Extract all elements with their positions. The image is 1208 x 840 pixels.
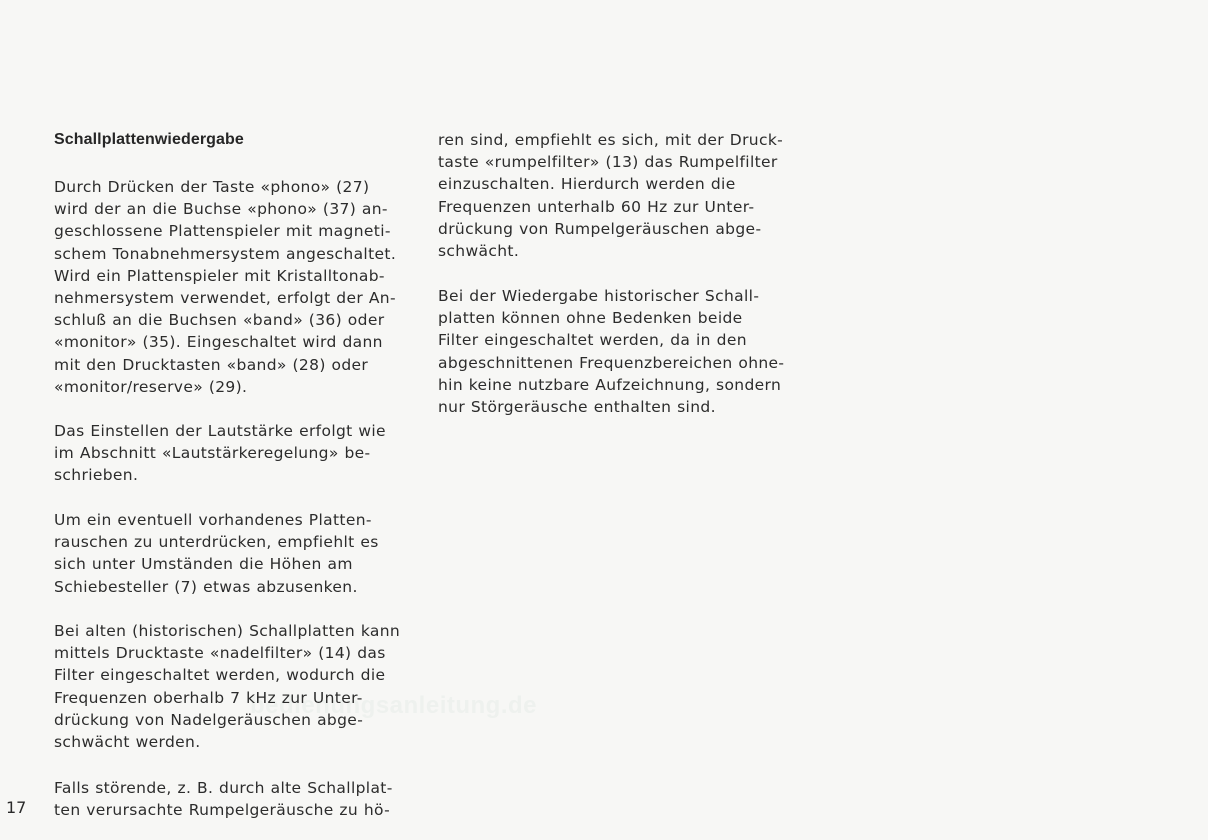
paragraph-historical-records: Bei der Wiedergabe historischer Schall- platten können ohne Bedenken beide Filter eingeschaltet werden, da in den abgeschnittenen Frequenzbereichen ohne- hin keine nutzbare Aufzeichnung, sondern nur Störgeräusche enthalten sind. [438, 287, 785, 417]
paragraph-needle-filter: Bei alten (historischen) Schallplatten kann mittels Drucktaste «nadelfilter» (14) das Filter eingeschaltet werden, wodurch die Frequenzen oberhalb 7 kHz zur Unter- drückung von Nadelgeräuschen abge- schwächt werden. [54, 622, 401, 752]
paragraph-volume: Das Einstellen der Lautstärke erfolgt wie im Abschnitt «Lautstärkeregelung» be- schrieben. [54, 422, 386, 485]
paragraph-phono-connection: Durch Drücken der Taste «phono» (27) wird der an die Buchse «phono» (37) an- geschlossene Plattenspieler mit magneti- schem Tonabnehmersystem angeschaltet. Wird ein Plattenspieler mit Kristalltonab- nehmersystem verwendet, erfolgt der An- schluß an die Buchsen «band» (36) oder «monitor» (35). Eingeschaltet wird dann mit den Drucktasten «band» (28) oder «monitor/reserve» (29). [54, 178, 397, 396]
paragraph-rumble-filter: ren sind, empfiehlt es sich, mit der Druck- taste «rumpelfilter» (13) das Rumpelfilter einzuschalten. Hierdurch werden die Frequenzen unterhalb 60 Hz zur Unter- drückung von Rumpelgeräuschen abge- schwächt. [438, 131, 784, 261]
paragraph-record-noise: Um ein eventuell vorhandenes Platten- rauschen zu unterdrücken, empfiehlt es sich unter Umständen die Höhen am Schiebesteller (7) etwas abzusenken. [54, 511, 379, 596]
watermark: bedienungsanleitung.de [250, 692, 538, 719]
section-heading: Schallplattenwiedergabe [54, 131, 244, 148]
page-number: 17 [6, 798, 27, 817]
paragraph-rumble-start: Falls störende, z. B. durch alte Schallplat- ten verursachte Rumpelgeräusche zu hö- [54, 779, 393, 820]
